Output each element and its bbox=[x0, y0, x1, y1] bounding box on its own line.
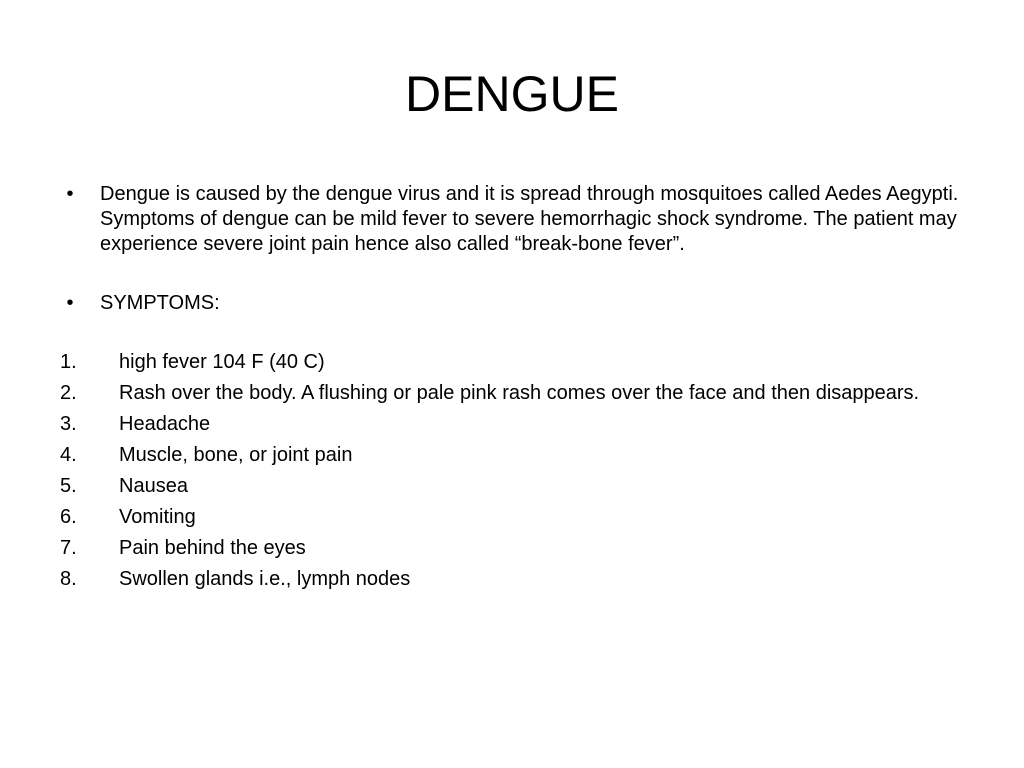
symptom-item bbox=[60, 567, 960, 591]
symptom-text: high fever 104 F (40 C) bbox=[119, 351, 325, 373]
symptom-number: 7. bbox=[60, 537, 77, 559]
symptom-item bbox=[60, 412, 960, 436]
bullet-icon: • bbox=[66, 183, 74, 205]
symptom-item bbox=[60, 381, 960, 405]
slide-body bbox=[60, 182, 960, 611]
symptom-number: 1. bbox=[60, 351, 77, 373]
symptom-item bbox=[60, 350, 960, 374]
symptom-item bbox=[60, 443, 960, 467]
bullet-item-symptoms bbox=[60, 291, 960, 316]
symptom-number: 3. bbox=[60, 413, 77, 435]
symptom-text: Rash over the body. A flushing or pale pink rash comes over the face and then disappears. bbox=[119, 382, 920, 404]
bullet-text: SYMPTOMS: bbox=[100, 292, 220, 314]
slide-title: DENGUE bbox=[405, 66, 619, 122]
symptom-text: Vomiting bbox=[119, 506, 196, 528]
symptom-item bbox=[60, 505, 960, 529]
bullet-item-description bbox=[60, 182, 960, 257]
bullet-text: Dengue is caused by the dengue virus and it is spread through mosquitoes called Aedes Aegypti. Symptoms of dengue can be mild fever to severe hemorrhagic shock syndrome. The patient may experience severe joint pain hence also called “break-bone fever”. bbox=[100, 183, 959, 255]
symptom-number: 6. bbox=[60, 506, 77, 528]
symptom-text: Swollen glands i.e., lymph nodes bbox=[119, 568, 411, 590]
symptom-text: Nausea bbox=[119, 475, 188, 497]
symptom-text: Headache bbox=[119, 413, 211, 435]
symptom-number: 2. bbox=[60, 382, 77, 404]
symptom-text: Muscle, bone, or joint pain bbox=[119, 444, 353, 466]
symptom-number: 5. bbox=[60, 475, 77, 497]
symptom-text: Pain behind the eyes bbox=[119, 537, 306, 559]
symptom-item bbox=[60, 474, 960, 498]
bullet-icon: • bbox=[66, 292, 74, 314]
symptom-item bbox=[60, 536, 960, 560]
symptom-number: 8. bbox=[60, 568, 77, 590]
symptom-number: 4. bbox=[60, 444, 77, 466]
symptom-list bbox=[60, 350, 960, 591]
